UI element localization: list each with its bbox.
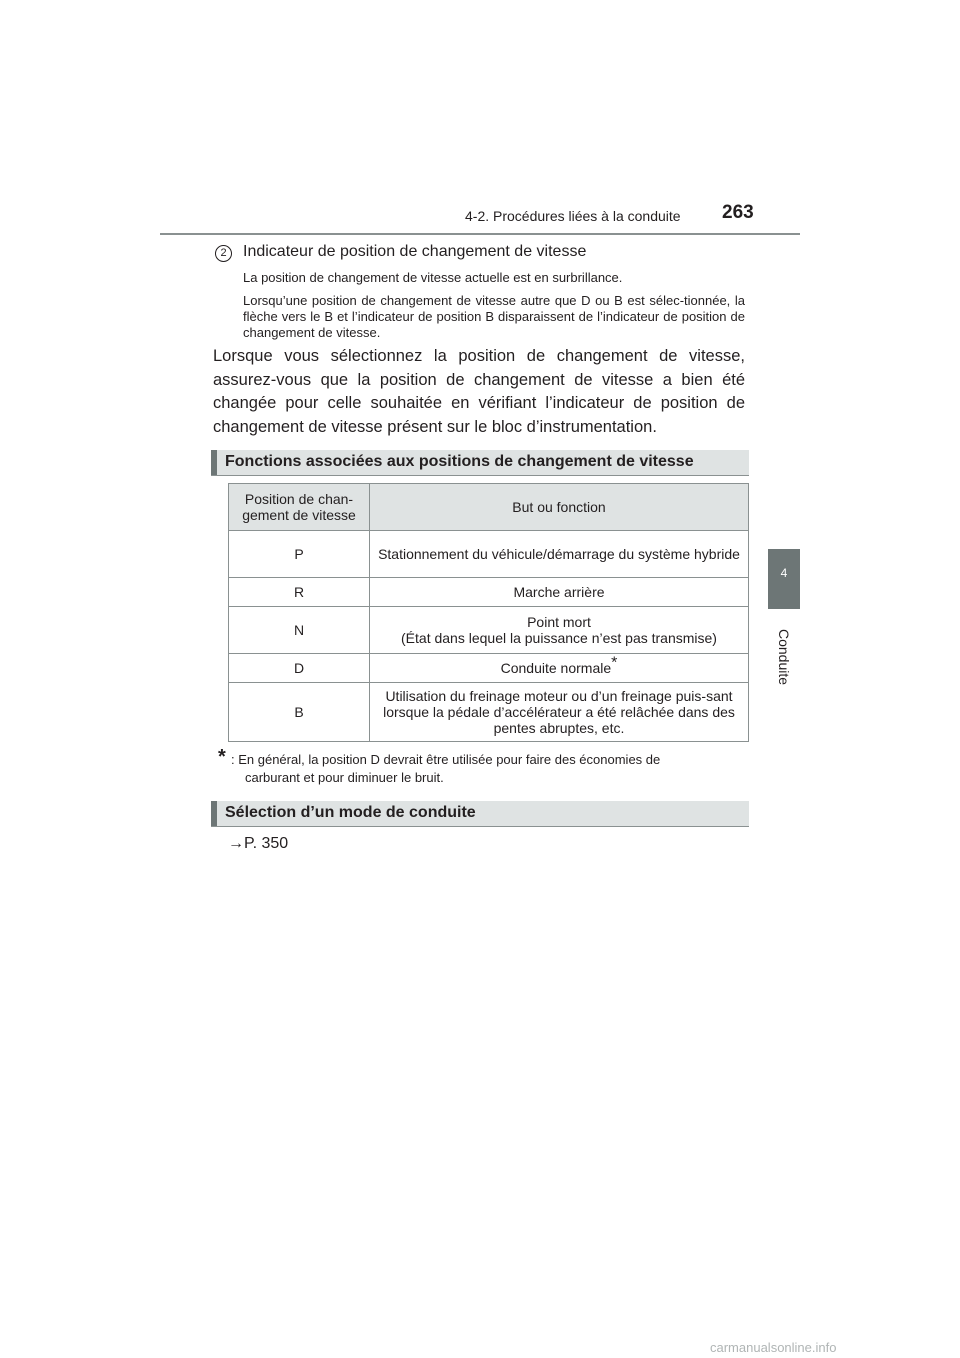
item-note: Lorsqu’une position de changement de vitesse autre que D ou B est sélec-tionnée, la flèche vers le B et l’indicateur de position B disparaissent de l’indicateur de position de changement de vitesse. bbox=[243, 293, 745, 340]
footnote-line1: : En général, la position D devrait être utilisée pour faire des économies de bbox=[231, 752, 661, 767]
section-heading-text: Fonctions associées aux positions de changement de vitesse bbox=[225, 453, 694, 470]
table-cell-position: P bbox=[229, 531, 370, 578]
section-heading-text: Sélection d’un mode de conduite bbox=[225, 804, 476, 821]
table-cell-function bbox=[370, 607, 749, 654]
table-cell-position: D bbox=[229, 654, 370, 683]
table-header-function: But ou fonction bbox=[370, 484, 749, 531]
table-row bbox=[229, 607, 749, 654]
table-cell-function: Marche arrière bbox=[370, 578, 749, 607]
item-title: Indicateur de position de changement de vitesse bbox=[243, 243, 587, 260]
item-number-badge: 2 bbox=[215, 245, 232, 262]
section-heading bbox=[211, 450, 749, 476]
footnote-marker: * bbox=[611, 654, 618, 672]
watermark: carmanualsonline.info bbox=[710, 1340, 837, 1355]
header-rule bbox=[160, 233, 800, 235]
section-header: 4-2. Procédures liées à la conduite bbox=[465, 208, 681, 224]
table-row bbox=[229, 578, 749, 607]
page-reference-link[interactable]: →P. 350 bbox=[228, 835, 289, 852]
table-row bbox=[229, 531, 749, 578]
table-cell-function: Utilisation du freinage moteur ou d’un freinage puis-sant lorsque la pédale d’accélérateur a été relâchée dans des pentes abruptes, etc. bbox=[370, 683, 749, 742]
item-note: La position de changement de vitesse actuelle est en surbrillance. bbox=[243, 270, 623, 285]
footnote-star: * bbox=[218, 746, 226, 768]
page-number: 263 bbox=[722, 202, 754, 223]
table-cell-function-line1: Point mort bbox=[527, 614, 591, 630]
footnote-line2: carburant et pour diminuer le bruit. bbox=[245, 770, 444, 785]
table-cell-function-line2: (État dans lequel la puissance n’est pas transmise) bbox=[401, 630, 717, 646]
gear-functions-table bbox=[228, 483, 749, 742]
table-header-row bbox=[229, 484, 749, 531]
body-paragraph: Lorsque vous sélectionnez la position de changement de vitesse, assurez-vous que la position de changement de vitesse a bien été changée pour celle souhaitée en vérifiant l’indicateur de position de changement de vitesse présent sur le bloc d’instrumentation. bbox=[213, 347, 745, 436]
section-heading-bar bbox=[211, 801, 217, 826]
table-cell-function bbox=[370, 654, 749, 683]
table-row bbox=[229, 683, 749, 742]
section-heading-bar bbox=[211, 450, 217, 475]
footnote-text bbox=[231, 751, 745, 787]
table-row bbox=[229, 654, 749, 683]
table-header-position: Position de chan-gement de vitesse bbox=[229, 484, 370, 531]
table-cell-function: Stationnement du véhicule/démarrage du système hybride bbox=[370, 531, 749, 578]
table-cell-function-text: Conduite normale bbox=[500, 660, 612, 676]
chapter-label: Conduite bbox=[776, 628, 792, 686]
table-cell-position: N bbox=[229, 607, 370, 654]
table-cell-position: B bbox=[229, 683, 370, 742]
section-heading bbox=[211, 801, 749, 827]
chapter-number: 4 bbox=[780, 566, 788, 580]
table-cell-position: R bbox=[229, 578, 370, 607]
